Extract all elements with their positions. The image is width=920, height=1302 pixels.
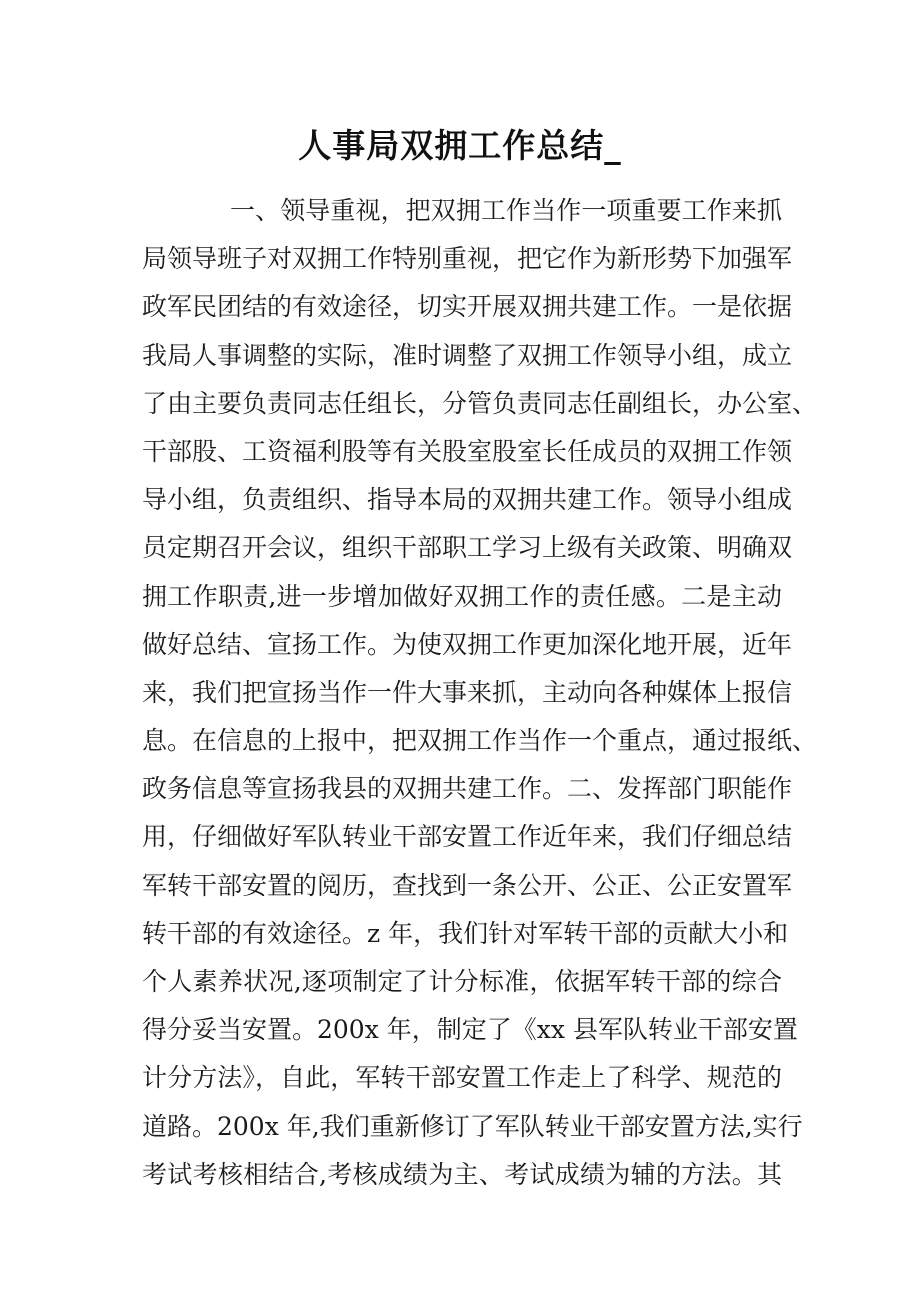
document-title: 人事局双拥工作总结_: [298, 126, 622, 165]
body-line: 军转干部安置的阅历，查找到一条公开、公正、公正安置军: [142, 870, 793, 900]
body-line: 转干部的有效途径。z 年，我们针对军转干部的贡献大小和: [142, 918, 789, 948]
body-line: 个人素养状况,逐项制定了计分标准，依据军转干部的综合: [142, 967, 782, 996]
body-line: 导小组，负责组织、指导本局的双拥共建工作。领导小组成: [142, 485, 793, 515]
body-line: 用，仔细做好军队转业干部安置工作近年来，我们仔细总结: [142, 822, 793, 852]
body-line: 息。在信息的上报中，把双拥工作当作一个重点，通过报纸、: [142, 726, 818, 756]
body-line: 得分妥当安置。200x 年，制定了《xx 县军队转业干部安置: [142, 1015, 798, 1045]
body-line: 干部股、工资福利股等有关股室股室长任成员的双拥工作领: [142, 436, 793, 466]
body-line: 来，我们把宣扬当作一件大事来抓，主动向各种媒体上报信: [142, 677, 793, 707]
body-line: 了由主要负责同志任组长，分管负责同志任副组长，办公室、: [142, 388, 818, 418]
body-line: 一、领导重视，把双拥工作当作一项重要工作来抓: [230, 196, 782, 225]
body-line: 我局人事调整的实际，准时调整了双拥工作领导小组，成立: [142, 340, 793, 370]
body-line: 政务信息等宣扬我县的双拥共建工作。二、发挥部门职能作: [142, 774, 793, 804]
document-body: [142, 187, 818, 1199]
body-line: 政军民团结的有效途径，切实开展双拥共建工作。一是依据: [142, 292, 793, 322]
body-line: 拥工作职责,进一步增加做好双拥工作的责任感。二是主动: [142, 581, 782, 611]
body-line: 做好总结、宣扬工作。为使双拥工作更加深化地开展，近年: [142, 629, 793, 659]
body-line: 计分方法》，自此，军转干部安置工作走上了科学、规范的: [142, 1063, 782, 1093]
body-line: 考试考核相结合,考核成绩为主、考试成绩为辅的方法。其: [142, 1159, 782, 1189]
body-line: 道路。200x 年,我们重新修订了军队转业干部安置方法,实行: [142, 1111, 803, 1141]
body-line: 员定期召开会议，组织干部职工学习上级有关政策、明确双: [142, 533, 793, 563]
body-line: 局领导班子对双拥工作特别重视，把它作为新形势下加强军: [142, 244, 793, 274]
